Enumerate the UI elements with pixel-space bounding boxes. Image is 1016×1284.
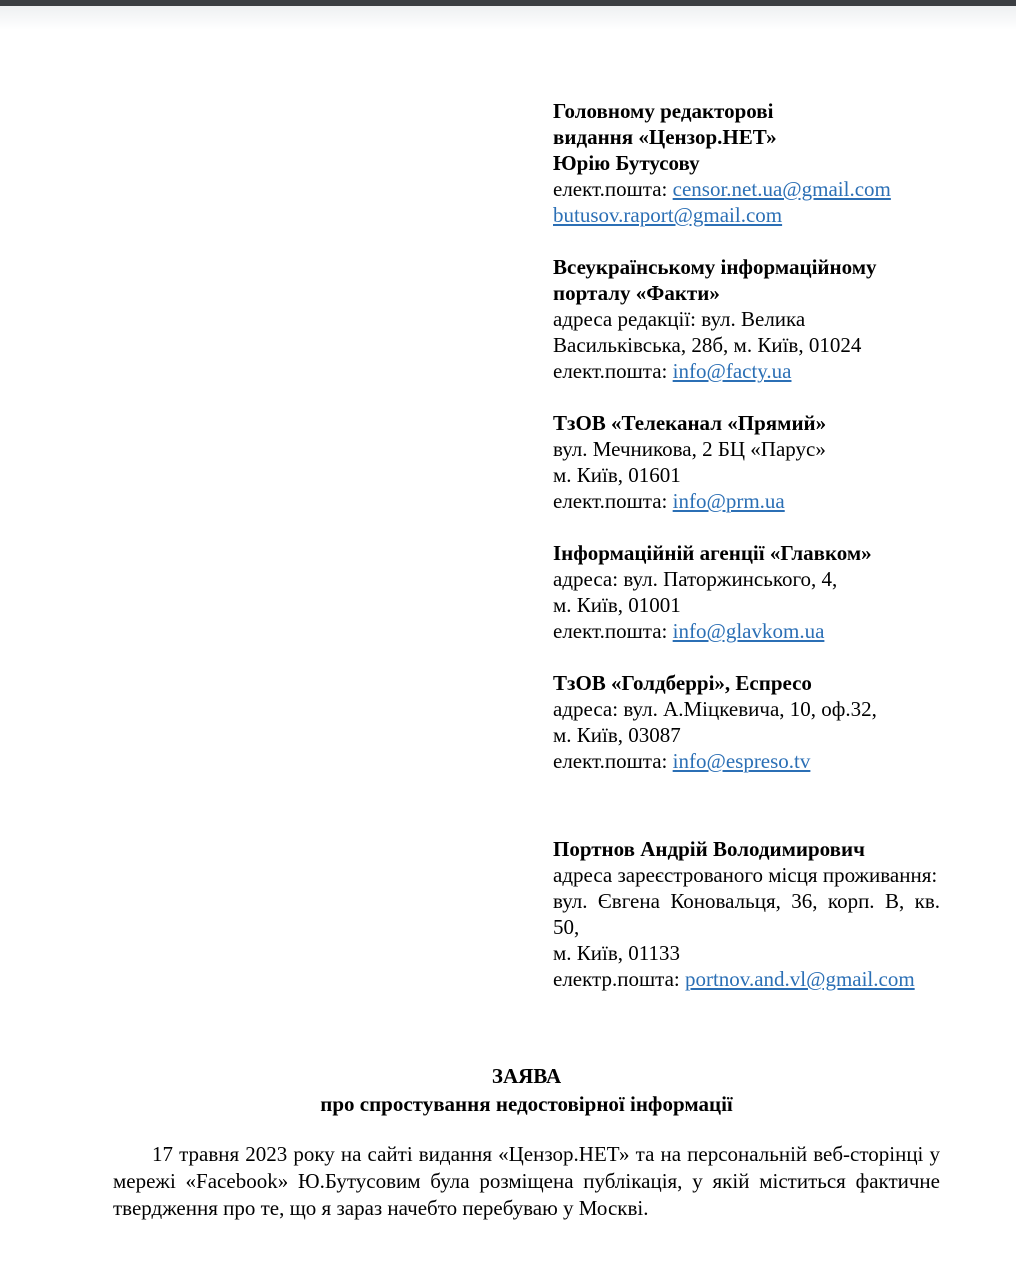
recipient-email-line	[553, 176, 940, 202]
recipient-name: Всеукраїнському інформаційному	[553, 255, 877, 279]
email-link-butusov[interactable]: butusov.raport@gmail.com	[553, 203, 783, 227]
spacer	[113, 992, 940, 1062]
sender-email-line	[553, 966, 940, 992]
recipient-address: м. Київ, 01601	[553, 463, 681, 487]
spacer	[553, 514, 940, 540]
spacer	[553, 774, 940, 836]
recipient-block-fakty	[553, 254, 940, 384]
recipient-name: ТзОВ «Голдберрі», Еспресо	[553, 671, 812, 695]
email-link-fakty[interactable]: info@facty.ua	[672, 359, 792, 383]
email-label: електр.пошта:	[553, 967, 685, 991]
email-link-espreso[interactable]: info@espreso.tv	[672, 749, 811, 773]
spacer	[553, 384, 940, 410]
sender-address-intro: адреса зареєстрованого місця проживання:	[553, 863, 938, 887]
address-column	[553, 98, 940, 992]
recipient-block-glavkom	[553, 540, 940, 644]
email-link-censor[interactable]: censor.net.ua@gmail.com	[672, 177, 891, 201]
sender-block	[553, 836, 940, 992]
recipient-email-line	[553, 488, 940, 514]
email-label: елект.пошта:	[553, 359, 673, 383]
recipient-block-censor	[553, 98, 940, 228]
recipient-email-line	[553, 748, 940, 774]
sender-address-street-cont: 50,	[553, 915, 580, 939]
email-label: елект.пошта:	[553, 489, 673, 513]
statement-title-block	[113, 1062, 940, 1118]
recipient-address: адреса: вул. Паторжинського, 4,	[553, 567, 838, 591]
email-label: елект.пошта:	[553, 619, 673, 643]
recipient-block-espreso	[553, 670, 940, 774]
recipient-name: Інформаційній агенції «Главком»	[553, 541, 872, 565]
sender-address-city: м. Київ, 01133	[553, 941, 681, 965]
recipient-name: ТзОВ «Телеканал «Прямий»	[553, 411, 827, 435]
spacer	[553, 644, 940, 670]
document-page	[0, 30, 1016, 1222]
recipient-address: м. Київ, 01001	[553, 593, 681, 617]
email-link-glavkom[interactable]: info@glavkom.ua	[672, 619, 825, 643]
body-paragraph: 17 травня 2023 року на сайті видання «Цензор.НЕТ» та на персональній веб-сторінці у мережі «Facebook» Ю.Бутусовим була розміщена публікація, у якій міститься фактичне твердження про те, що я зараз начебто перебуваю у Москві.	[113, 1142, 940, 1220]
recipient-name: порталу «Факти»	[553, 281, 720, 305]
viewer-toolbar-shadow	[0, 6, 1016, 30]
recipient-address: Васильківська, 28б, м. Київ, 01024	[553, 333, 862, 357]
recipient-address: м. Київ, 03087	[553, 723, 681, 747]
email-label: елект.пошта:	[553, 177, 673, 201]
recipient-address: вул. Мечникова, 2 БЦ «Парус»	[553, 437, 826, 461]
spacer	[553, 228, 940, 254]
sender-name: Портнов Андрій Володимирович	[553, 837, 865, 861]
recipient-address: адреса: вул. А.Міцкевича, 10, оф.32,	[553, 697, 877, 721]
email-link-pryamyi[interactable]: info@prm.ua	[672, 489, 785, 513]
recipient-address: адреса редакції: вул. Велика	[553, 307, 806, 331]
statement-title: ЗАЯВА	[491, 1064, 562, 1088]
recipient-block-pryamyi	[553, 410, 940, 514]
recipient-name: видання «Цензор.НЕТ»	[553, 125, 777, 149]
recipient-name: Головному редакторові	[553, 99, 774, 123]
recipient-email-line	[553, 618, 940, 644]
email-link-portnov[interactable]: portnov.and.vl@gmail.com	[684, 967, 915, 991]
sender-address-street: вул. Євгена Коновальця, 36, корп. В, кв.	[553, 889, 940, 913]
recipient-email-line	[553, 202, 940, 228]
statement-subtitle: про спростування недостовірної інформації	[320, 1092, 733, 1116]
recipient-email-line	[553, 358, 940, 384]
recipient-name: Юрію Бутусову	[553, 151, 700, 175]
email-label: елект.пошта:	[553, 749, 673, 773]
